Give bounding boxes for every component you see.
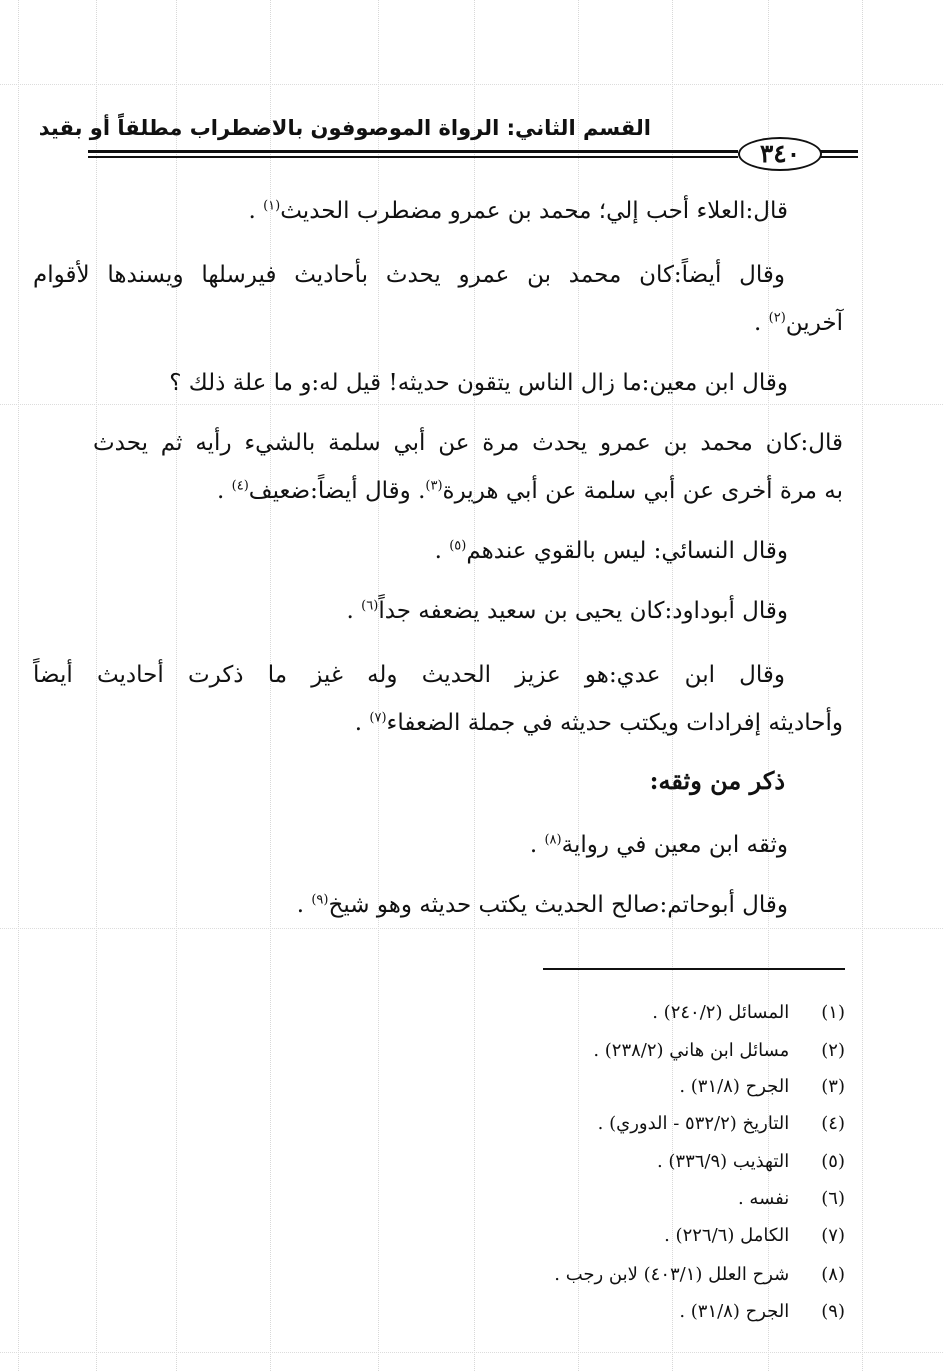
text-line: وقال النسائي: ليس بالقوي عندهم$^{(٥)}$ .	[434, 538, 788, 564]
footnote-text: نفسه .	[737, 1188, 790, 1209]
scan-guide-line	[0, 404, 943, 405]
running-title: القسم الثاني: الرواة الموصوفون بالاضطراب مطلقاً أو بقيد	[38, 116, 651, 140]
footnote	[664, 1223, 845, 1249]
footnote	[657, 1149, 845, 1175]
footnote	[598, 1111, 845, 1137]
text-line: قال:كان محمد بن عمرو يحدث مرة عن أبي سلمة بالشيء رأيه ثم يحدث	[93, 430, 843, 456]
text-line: وقال أبوداود:كان يحيى بن سعيد يضعفه جداً$^{(٦)}$ .	[346, 598, 788, 624]
footnote-text: شرح العلل (٤٠٣/١) لابن رجب .	[554, 1264, 790, 1285]
header-rule	[820, 156, 858, 158]
footnote-marker: (٢)	[768, 310, 786, 326]
footnote	[554, 1262, 845, 1288]
footnote-text: المسائل (٢٤٠/٢) .	[652, 1002, 790, 1023]
footnote-marker: (٦)	[361, 598, 379, 614]
header-rule	[820, 150, 858, 153]
footnote-text: الجرح (٣١/٨) .	[679, 1301, 790, 1322]
text-line: وقال ابن معين:ما زال الناس يتقون حديثه! قيل له:و ما علة ذلك ؟	[169, 370, 788, 396]
footnote-number: (٤)	[821, 1113, 845, 1134]
footnote-number: (٦)	[821, 1188, 845, 1209]
footnote-text: الجرح (٣١/٨) .	[679, 1076, 790, 1097]
scan-guide-line	[0, 928, 943, 929]
scan-guide-line	[0, 1352, 943, 1353]
footnote	[679, 1074, 845, 1100]
footnote-text: مسائل ابن هاني (٢٣٨/٢) .	[593, 1040, 790, 1061]
text-line: وقال أيضاً:كان محمد بن عمرو يحدث بأحاديث فيرسلها ويسندها لأقوام	[33, 262, 785, 288]
footnote-text: التاريخ (٥٣٢/٢ - الدوري) .	[597, 1113, 790, 1134]
text-line: قال:العلاء أحب إلي؛ محمد بن عمرو مضطرب الحديث$^{(١)}$ .	[248, 198, 788, 224]
footnote	[679, 1299, 845, 1325]
footnote-marker: (٧)	[369, 710, 387, 726]
scan-guide-line	[18, 0, 19, 1371]
text-line: آخرين$^{(٢)}$ .	[754, 310, 843, 336]
footnote-number: (٢)	[821, 1040, 845, 1061]
footnote-marker: (٥)	[449, 538, 467, 554]
footnote	[593, 1038, 845, 1064]
text-line: وأحاديثه إفرادات ويكتب حديثه في جملة الضعفاء$^{(٧)}$ .	[354, 710, 843, 736]
text-line: به مرة أخرى عن أبي سلمة عن أبي هريرة$^{(٣)}$. وقال أيضاً:ضعيف$^{(٤)}$ .	[217, 478, 843, 504]
footnote-separator	[543, 968, 845, 970]
footnote-text: التهذيب (٣٣٦/٩) .	[656, 1151, 790, 1172]
footnote-number: (٧)	[821, 1225, 845, 1246]
text-line: وثقه ابن معين في رواية$^{(٨)}$ .	[529, 832, 788, 858]
footnote-number: (٥)	[821, 1151, 845, 1172]
footnote-number: (١)	[821, 1002, 845, 1023]
footnote	[652, 1000, 845, 1026]
text-line: وقال أبوحاتم:صالح الحديث يكتب حديثه وهو شيخ$^{(٩)}$ .	[296, 892, 788, 918]
footnote-marker: (٤)	[231, 478, 249, 494]
header-rule	[88, 156, 738, 158]
footnote-text: الكامل (٢٢٦/٦) .	[664, 1225, 790, 1246]
footnote-marker: (٩)	[311, 892, 329, 908]
footnote	[738, 1186, 845, 1212]
scan-guide-line	[0, 84, 943, 85]
page-number: ٣٤٠	[738, 137, 822, 171]
footnote-marker: (٣)	[425, 478, 443, 494]
text-line: وقال ابن عدي:هو عزيز الحديث وله غيز ما ذكرت أحاديث أيضاً	[33, 662, 785, 688]
footnote-number: (٨)	[821, 1264, 845, 1285]
section-heading: ذكر من وثقه:	[649, 766, 785, 795]
footnote-number: (٩)	[821, 1301, 845, 1322]
footnote-number: (٣)	[821, 1076, 845, 1097]
scan-guide-line	[862, 0, 863, 1371]
footnote-marker: (٨)	[544, 832, 562, 848]
header-rule	[88, 150, 738, 153]
footnote-marker: (١)	[263, 198, 281, 214]
